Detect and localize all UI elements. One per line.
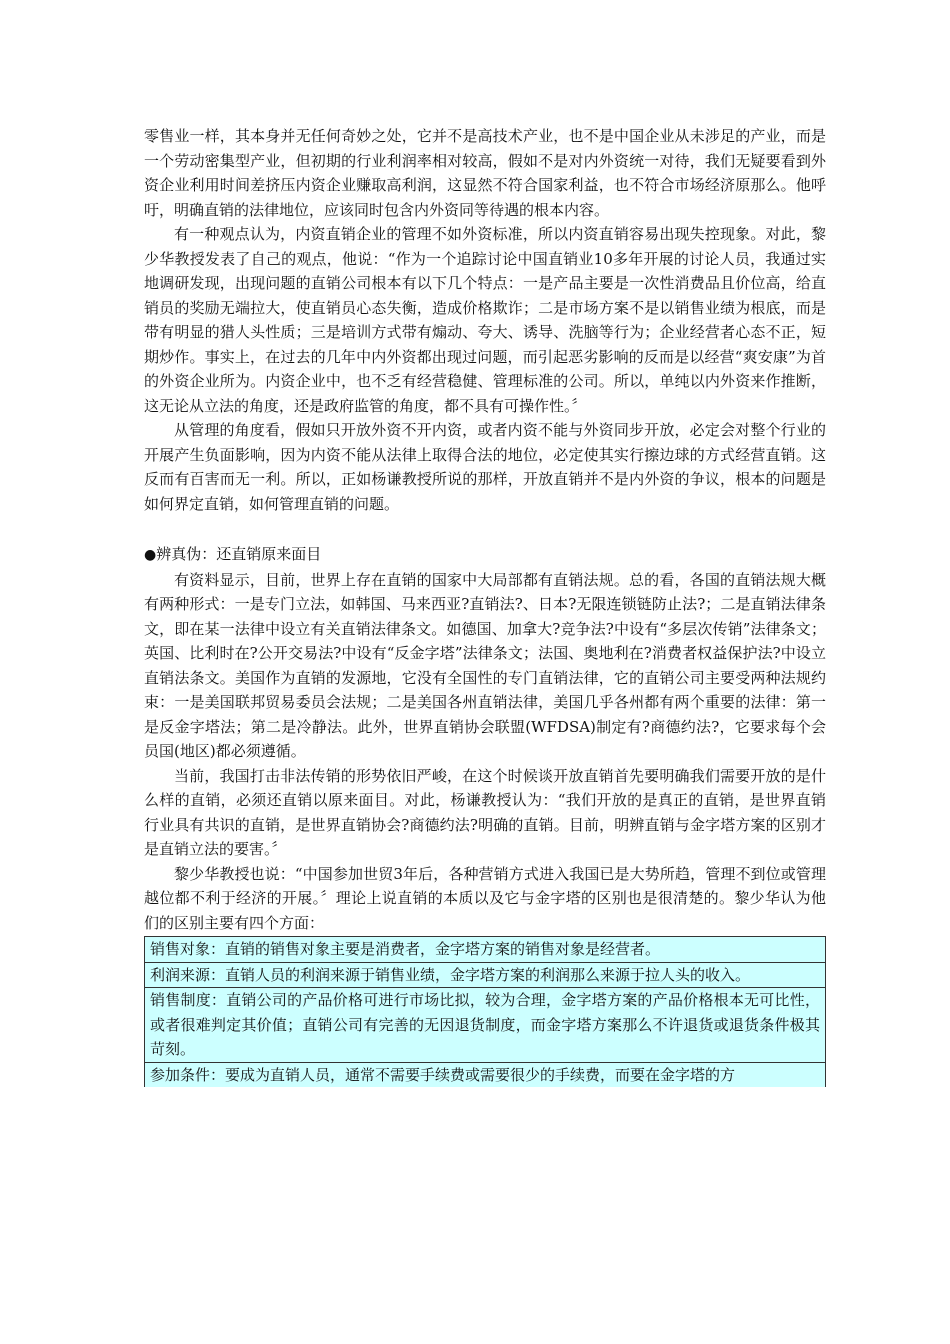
paragraph-viewpoint: 有一种观点认为，内资直销企业的管理不如外资标准，所以内资直销容易出现失控现象。对此，黎少华教授发表了自己的观点，他说：“作为一个追踪讨论中国直销业10多年开展的讨论人员，我通过实地调研发现，出现问题的直销公司根本有以下几个特点：一是产品主要是一次性消费品且价位高，给直销员的奖励无端拉大，使直销员心态失衡，造成价格欺诈；二是市场方案不是以销售业绩为根底，而是带有明显的猎人头性质；三是培训方式带有煽动、夸大、诱导、洗脑等行为；企业经营者心态不正，短期炒作。事实上，在过去的几年中内外资都出现过问题，而引起恶劣影响的反而是以经营“爽安康”为首的外资企业所为。内资企业中，也不乏有经营稳健、管理标准的公司。所以，单纯以内外资来作推断，这无论从立法的角度，还是政府监管的角度，都不具有可操作性。〞 bbox=[144, 225, 826, 415]
table-cell-profit-source: 利润来源：直销人员的利润来源于销售业绩，金字塔方案的利润那么来源于拉人头的收入。 bbox=[145, 962, 826, 988]
paragraph-regulations: 有资料显示，目前，世界上存在直销的国家中大局部都有直销法规。总的看，各国的直销法规大概有两种形式：一是专门立法，如韩国、马来西亚?直销法?、日本?无限连锁链防止法?；二是直销法律条文，即在某一法律中设立有关直销法律条文。如德国、加拿大?竞争法?中设有“多层次传销”法律条文；英国、比利时在?公开交易法?中设有“反金字塔”法律条文；法国、奥地利在?消费者权益保护法?中设立直销法条文。美国作为直销的发源地，它没有全国性的专门直销法律，它的直销公司主要受两种法规约束：一是美国联邦贸易委员会法规；二是美国各州直销法律，美国几乎各州都有两个重要的法律：第一是反金字塔法；第二是冷静法。此外，世界直销协会联盟(WFDSA)制定有?商德约法?，它要求每个会员国(地区)都必须遵循。 bbox=[144, 570, 826, 760]
table-row bbox=[145, 937, 826, 963]
comparison-table bbox=[144, 936, 826, 1087]
table-row bbox=[145, 1062, 826, 1087]
paragraph-management: 从管理的角度看，假如只开放外资不开内资，或者内资不能与外资同步开放，必定会对整个行业的开展产生负面影响，因为内资不能从法律上取得合法的地位，必定使其实行擦边球的方式经营直销。这反而有百害而无一利。所以，正如杨谦教授所说的那样，开放直销并不是内外资的争议，根本的问题是如何界定直销，如何管理直销的问题。 bbox=[144, 421, 826, 513]
table-cell-join-conditions: 参加条件：要成为直销人员，通常不需要手续费或需要很少的手续费，而要在金字塔的方 bbox=[145, 1062, 826, 1087]
section-title: 辨真伪：还直销原来面目 bbox=[156, 545, 322, 563]
paragraph-current-situation: 当前，我国打击非法传销的形势依旧严峻，在这个时候谈开放直销首先要明确我们需要开放的是什么样的直销，必须还直销以原来面目。对此，杨谦教授认为：“我们开放的是真正的直销，是世界直销行业具有共识的直销，是世界直销协会?商德约法?明确的直销。目前，明辨直销与金字塔方案的区别才是直销立法的要害。〞 bbox=[144, 766, 826, 858]
paragraph-continuation: 零售业一样，其本身并无任何奇妙之处，它并不是高技术产业，也不是中国企业从未涉足的产业，而是一个劳动密集型产业，但初期的行业利润率相对较高，假如不是对内外资统一对待，我们无疑要看到外资企业利用时间差挤压内资企业赚取高利润，这显然不符合国家利益，也不符合市场经济原那么。他呼吁，明确直销的法律地位，应该同时包含内外资同等待遇的根本内容。 bbox=[144, 127, 826, 219]
table-cell-sales-system: 销售制度：直销公司的产品价格可进行市场比拟，较为合理，金字塔方案的产品价格根本无可比性，或者很难判定其价值；直销公司有完善的无因退货制度，而金字塔方案那么不许退货或退货条件极其苛刻。 bbox=[145, 988, 826, 1063]
section-heading bbox=[144, 542, 826, 568]
table-row bbox=[145, 962, 826, 988]
document-page bbox=[144, 124, 826, 1087]
table-row bbox=[145, 988, 826, 1063]
paragraph-differences-intro: 黎少华教授也说：“中国参加世贸3年后，各种营销方式进入我国已是大势所趋，管理不到位或管理越位都不利于经济的开展。〞理论上说直销的本质以及它与金字塔的区别也是很清楚的。黎少华认为他们的区别主要有四个方面： bbox=[144, 864, 826, 932]
table-cell-sales-target: 销售对象：直销的销售对象主要是消费者，金字塔方案的销售对象是经营者。 bbox=[145, 937, 826, 963]
bullet-icon: ● bbox=[144, 547, 157, 563]
